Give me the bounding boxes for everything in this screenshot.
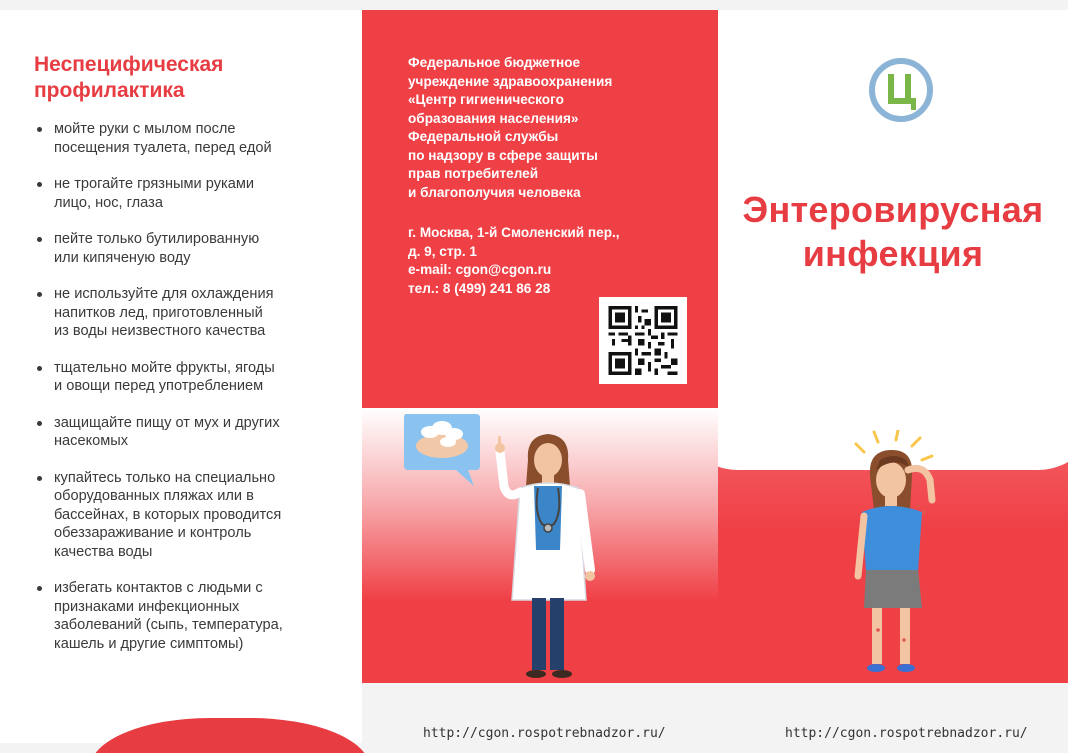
cgon-logo-icon — [869, 58, 933, 122]
address-line: г. Москва, 1-й Смоленский пер., — [408, 225, 620, 240]
prevention-title — [34, 52, 344, 104]
contact-info — [408, 224, 708, 298]
email-line: e-mail: cgon@cgon.ru — [408, 262, 552, 277]
sick-girl-illustration — [834, 430, 964, 680]
prevention-title-line2: профилактика — [34, 79, 185, 102]
tip-item: защищайте пищу от мух и других насекомых — [34, 414, 334, 451]
prevention-title-line1: Неспецифическая — [34, 53, 224, 76]
website-link[interactable]: http://cgon.rospotrebnadzor.ru/ — [423, 726, 666, 741]
tip-item: не используйте для охлаждения напитков лед, приготовленный из воды неизвестного качества — [34, 285, 334, 341]
tip-item: не трогайте грязными руками лицо, нос, глаза — [34, 175, 334, 212]
organization-name: Федеральное бюджетное учреждение здравоохранения «Центр гигиенического образования населения» Федеральной службы по надзору в сфере защиты прав потребителей и благополучия человека — [408, 55, 613, 200]
main-title — [718, 188, 1068, 276]
right-panel — [718, 10, 1068, 683]
tip-item: купайтесь только на специально оборудованных пляжах или в бассейнах, в которых проводится обеззараживание и контроль качества воды — [34, 469, 334, 562]
phone-line: тел.: 8 (499) 241 86 28 — [408, 280, 551, 296]
main-title-line2: инфекция — [802, 233, 984, 274]
tip-item: избегать контактов с людьми с признаками инфекционных заболеваний (сыпь, температура, кашель и другие симптомы) — [34, 579, 334, 653]
address-line: д. 9, стр. 1 — [408, 243, 477, 259]
tip-item: пейте только бутилированную или кипяченую воду — [34, 230, 334, 267]
main-title-line1: Энтеровирусная — [742, 189, 1044, 230]
qr-code-icon[interactable] — [599, 297, 687, 384]
tip-item: мойте руки с мылом после посещения туалета, перед едой — [34, 120, 334, 157]
handwash-bubble-icon — [402, 412, 482, 488]
website-link[interactable]: http://cgon.rospotrebnadzor.ru/ — [785, 726, 1028, 741]
middle-panel — [362, 10, 718, 683]
doctor-illustration — [490, 430, 610, 682]
tips-list — [34, 120, 334, 671]
left-panel — [0, 10, 362, 743]
tip-item: тщательно мойте фрукты, ягоды и овощи перед употреблением — [34, 359, 334, 396]
